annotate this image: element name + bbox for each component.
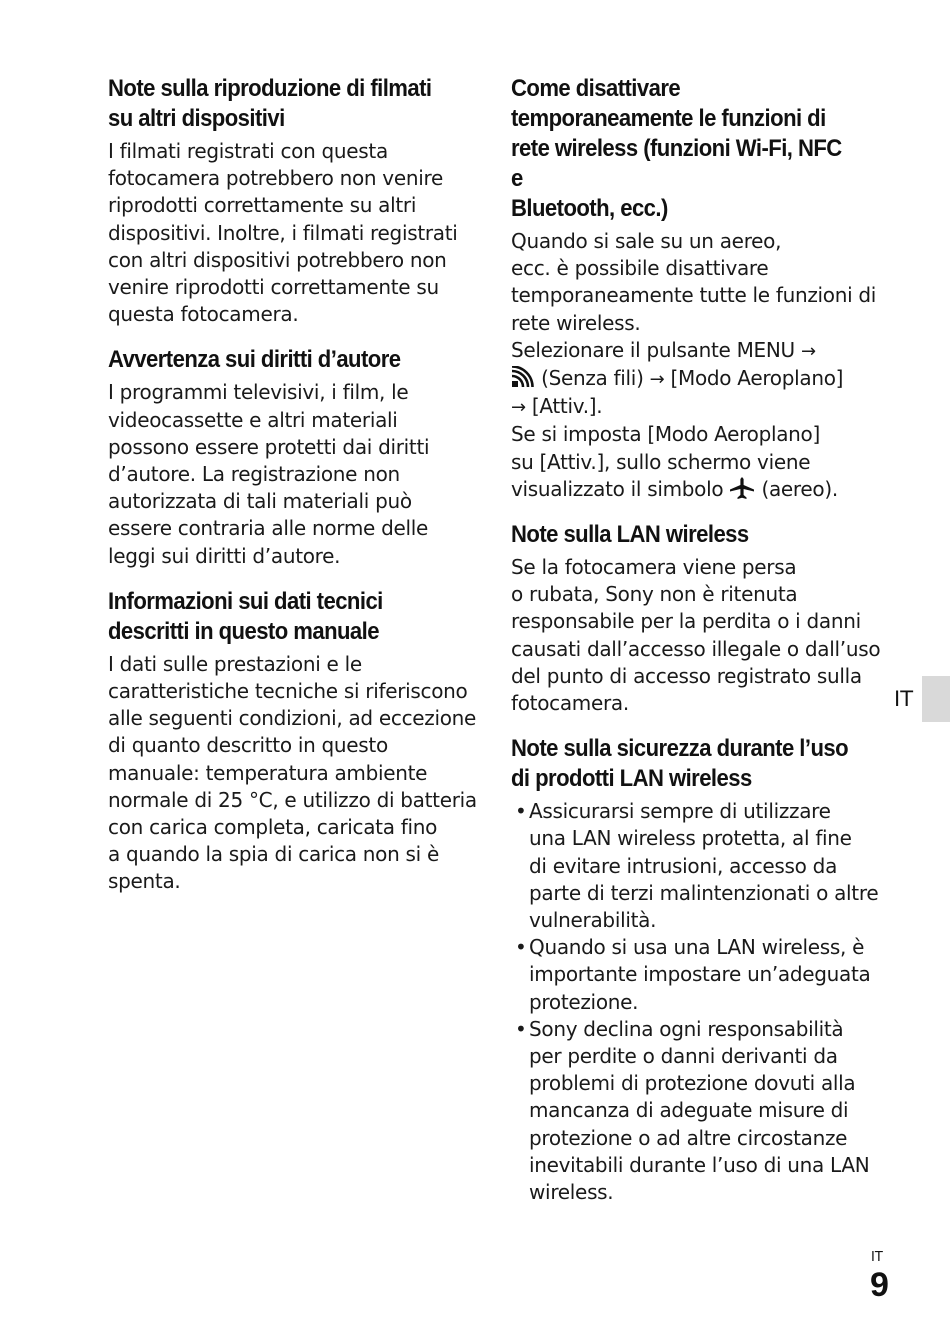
left-column: [108, 74, 478, 913]
page-number: 9: [870, 1266, 889, 1304]
heading-disable-wireless: Come disattivare temporaneamente le funzioni di rete wireless (funzioni Wi-Fi, NFC e Bluetooth, ecc.): [511, 75, 842, 222]
right-column: [511, 74, 881, 1223]
footer-language: IT: [871, 1250, 883, 1265]
heading-copyright-warning: Avvertenza sui diritti d’autore: [108, 346, 401, 374]
section-wireless-lan-notes: [511, 520, 881, 717]
bullet-list-security: [511, 798, 881, 1206]
paragraph-technical-data: I dati sulle prestazioni e le caratteristiche tecniche si riferiscono alle seguenti condizioni, ad eccezione di quanto descritto in questo manuale: temperatura ambiente normale di 25 °C, e utilizzo di batteria con carica completa, caricata fino a quando la spia di carica non si è spenta.: [108, 651, 477, 894]
paragraph-disable-wireless: Quando si sale su un aereo, ecc. è possibile disattivare temporaneamente tutte le funzioni di rete wireless. Selezionare il pulsante MENU → (Senza fili) → [Modo Aeroplano] → [Attiv.]. Se si imposta [Modo Aeroplano] su [Attiv.], sullo schermo viene visualizzato il simbolo (aereo).: [511, 229, 877, 501]
list-item: • Sony declina ogni responsabilità per perdite o danni derivanti da problemi di protezione dovuti alla mancanza di adeguate misure di protezione o ad altre circostanze inevitabili durante l’uso di una LAN wireless.: [515, 1016, 870, 1205]
language-side-tab: [922, 676, 950, 722]
list-item: • Quando si usa una LAN wireless, è importante impostare un’adeguata protezione.: [515, 935, 871, 1014]
list-item: • Assicurarsi sempre di utilizzare una LAN wireless protetta, al fine di evitare intrusioni, accesso da parte di terzi malintenzionati o altre vulnerabilità.: [515, 799, 879, 933]
section-technical-data: [108, 587, 478, 896]
wireless-signal-icon: [511, 366, 535, 388]
heading-wireless-lan-notes: Note sulla LAN wireless: [511, 521, 749, 549]
airplane-icon: [729, 476, 755, 500]
bullet-icon: •: [515, 935, 527, 960]
arrow-icon: →: [649, 369, 665, 391]
bullet-icon: •: [515, 799, 527, 824]
section-copyright-warning: [108, 345, 478, 569]
paragraph-wireless-lan-notes: Se la fotocamera viene persa o rubata, Sony non è ritenuta responsabile per la perdita o i danni causati dall’accesso illegale o dall’uso del punto di accesso registrato sulla fotocamera.: [511, 555, 881, 716]
section-disable-wireless: [511, 74, 881, 503]
bullet-icon: •: [515, 1016, 527, 1041]
language-side-label: IT: [894, 687, 914, 711]
heading-playback-notes: Note sulla riproduzione di filmati su altri dispositivi: [108, 75, 432, 132]
arrow-icon: →: [800, 340, 816, 362]
section-wireless-security: [511, 734, 881, 1206]
heading-technical-data: Informazioni sui dati tecnici descritti in questo manuale: [108, 587, 383, 645]
paragraph-playback-notes: I filmati registrati con questa fotocamera potrebbero non venire riprodotti correttamente su altri dispositivi. Inoltre, i filmati registrati con altri dispositivi potrebbero non venire riprodotti correttamente su questa fotocamera.: [108, 139, 458, 327]
paragraph-copyright-warning: I programmi televisivi, i film, le videocassette e altri materiali possono essere protetti dai diritti d’autore. La registrazione non autorizzata di tali materiali può essere contraria alle norme delle leggi sui diritti d’autore.: [108, 380, 430, 568]
heading-wireless-security: Note sulla sicurezza durante l’uso di prodotti LAN wireless: [511, 735, 849, 793]
arrow-icon: →: [511, 397, 526, 419]
section-playback-notes: [108, 74, 478, 328]
